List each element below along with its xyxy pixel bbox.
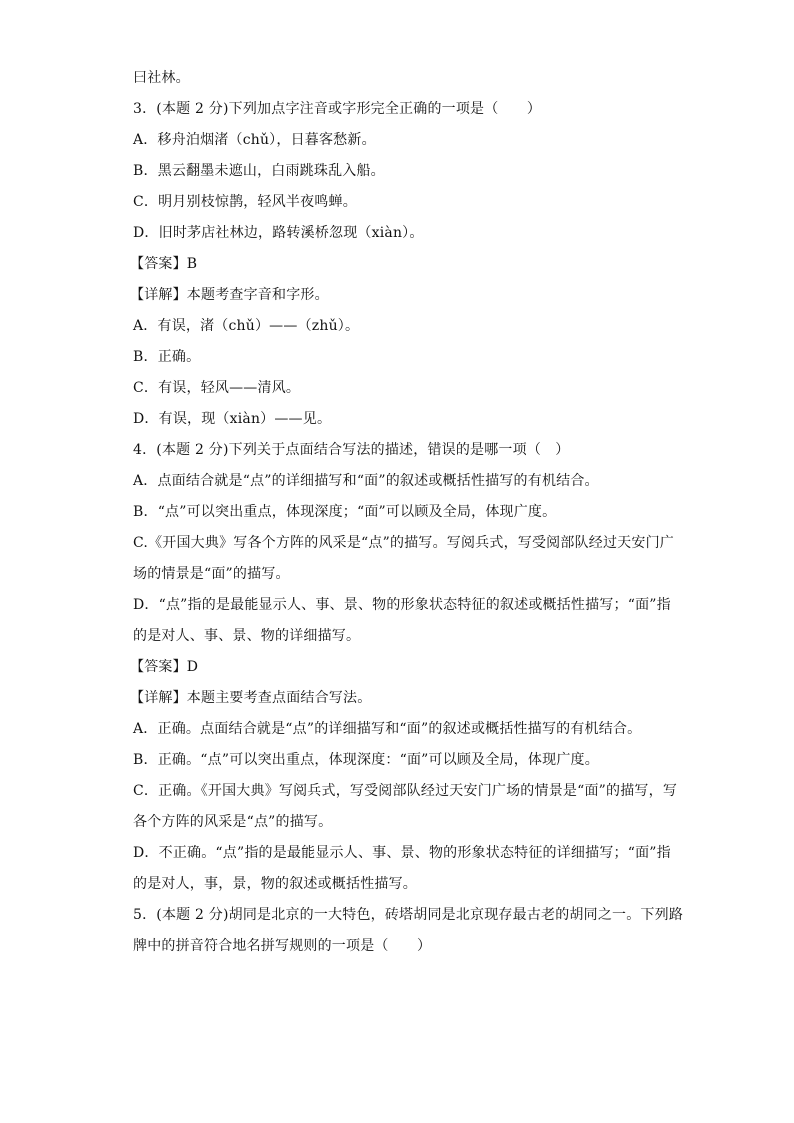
question-4-option-a: A．点面结合就是“点”的详细描写和“面”的叙述或概括性描写的有机结合。 (133, 473, 599, 489)
question-3-option-d: D．旧时茅店社林边，路转溪桥忽现（xiàn）。 (133, 225, 424, 241)
text-line: 曰社林。 (133, 70, 190, 86)
question-4-option-c: C.《开国大典》写各个方阵的风采是“点”的描写。写阅兵式，写受阅部队经过天安门广 (133, 535, 674, 551)
question-5-stem: 5．(本题 2 分)胡同是北京的一大特色，砖塔胡同是北京现存最古老的胡同之一。下列路 (133, 907, 684, 923)
explanation-line: C．正确。《开国大典》写阅兵式，写受阅部队经过天安门广场的情景是“面”的描写，写 (133, 783, 678, 799)
question-4-option-d: D．“点”指的是最能显示人、事、景、物的形象状态特征的叙述或概括性描写；“面”指 (133, 597, 671, 613)
question-4-option-d-cont: 的是对人、事、景、物的详细描写。 (133, 628, 361, 644)
question-4-option-c-cont: 场的情景是“面”的描写。 (133, 566, 290, 582)
document-body (130, 63, 684, 962)
question-3-option-a: A．移舟泊烟渚（chǔ），日暮客愁新。 (133, 132, 376, 148)
explanation-line: A．正确。点面结合就是“点”的详细描写和“面”的叙述或概括性描写的有机结合。 (133, 721, 642, 737)
explanation-line: D．不正确。“点”指的是最能显示人、事、景、物的形象状态特征的详细描写；“面”指 (133, 845, 671, 861)
explanation-line: A．有误，渚（chǔ）——（zhǔ）。 (133, 318, 360, 334)
question-5-stem-cont: 牌中的拼音符合地名拼写规则的一项是（ ） (133, 938, 432, 954)
explanation-line: 的是对人，事，景，物的叙述或概括性描写。 (133, 876, 417, 892)
explanation-line: 各个方阵的风采是“点”的描写。 (133, 814, 333, 830)
explanation-line: B．正确。 (133, 349, 201, 365)
question-3-stem: 3．(本题 2 分)下列加点字注音或字形完全正确的一项是（ ） (133, 101, 542, 117)
question-3-option-c: C．明月别枝惊鹊，轻风半夜鸣蝉。 (133, 194, 357, 210)
question-4-option-b: B．“点”可以突出重点，体现深度；“面”可以顾及全局，体现广度。 (133, 504, 557, 520)
explanation-line: B．正确。“点”可以突出重点，体现深度：“面”可以顾及全局，体现广度。 (133, 752, 599, 768)
question-4-stem: 4．(本题 2 分)下列关于点面结合写法的描述，错误的是哪一项（ ） (133, 442, 570, 458)
question-4-answer: 【答案】D (130, 659, 199, 675)
explanation-line: D．有误，现（xiàn）——见。 (133, 411, 332, 427)
question-3-option-b: B．黑云翻墨未遮山，白雨跳珠乱入船。 (133, 163, 385, 179)
explanation-line: C．有误，轻风——清风。 (133, 380, 301, 396)
question-4-explanation: 【详解】本题主要考查点面结合写法。 (130, 690, 372, 706)
question-3-explanation: 【详解】本题考查字音和字形。 (130, 287, 329, 303)
question-3-answer: 【答案】B (130, 256, 198, 272)
